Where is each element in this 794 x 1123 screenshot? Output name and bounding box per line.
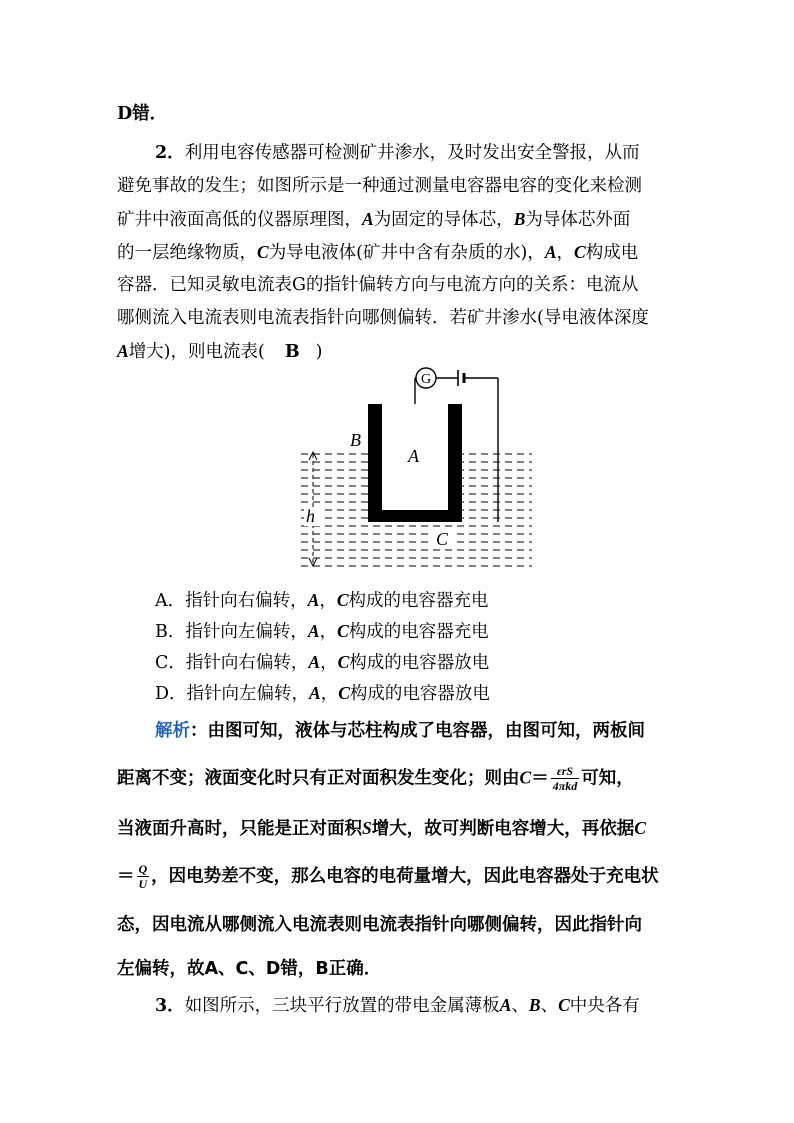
label-C: C xyxy=(436,529,449,549)
solution-line-1 xyxy=(155,720,645,742)
question-text: 构成电 xyxy=(585,243,639,263)
formula-numerator: Q xyxy=(138,862,148,876)
equals-sign: ＝ xyxy=(117,866,135,887)
question-line-2 xyxy=(117,175,642,197)
option-c: C．指针向右偏转，A，C构成的电容器放电 xyxy=(155,652,490,673)
option-a: A．指针向右偏转，A，C构成的电容器充电 xyxy=(155,590,489,611)
insulator-left-wall xyxy=(368,404,382,522)
question-text: 利用电容传感器可检测矿井渗水，及时发出安全警报，从而 xyxy=(184,143,640,163)
question-text: 避免事故的发生；如图所示是一种通过测量电容器电容的变化来检测 xyxy=(117,176,642,196)
formula-denominator: 4πkd xyxy=(552,779,578,793)
question-text: 增大)，则电流表( xyxy=(128,342,265,362)
question-text: 为导电液体(矿井中含有杂质的水)， xyxy=(268,243,545,263)
solution-line-3 xyxy=(117,817,646,840)
var-C: C xyxy=(558,995,570,1015)
solution-text: 可知， xyxy=(581,768,634,789)
question-text: 为固定的导体芯， xyxy=(373,210,514,230)
var-A: A xyxy=(499,995,512,1015)
var-C: C xyxy=(574,242,586,262)
solution-text: 由图可知，液体与芯柱构成了电容器，由图可知，两板间 xyxy=(207,721,645,741)
galvanometer-label: G xyxy=(420,372,432,387)
solution-text: ，因电势差不变，那么电容的电荷量增大，因此电容器处于充电状 xyxy=(151,866,659,887)
insulator-bottom xyxy=(368,510,462,522)
question-text: ) xyxy=(315,342,323,362)
question-text: 中央各有 xyxy=(569,996,640,1016)
question-number: 3． xyxy=(155,996,185,1016)
question-text: 矿井中液面高低的仪器原理图， xyxy=(117,210,362,230)
question-text: 容器．已知灵敏电流表G的指针偏转方向与电流方向的关系：电流从 xyxy=(117,275,639,295)
var-A: A xyxy=(117,341,129,361)
answer-letter: B xyxy=(284,342,300,362)
var-S: S xyxy=(362,818,372,838)
previous-answer-text: D错． xyxy=(117,104,168,124)
label-A: A xyxy=(408,446,419,466)
capacitance-formula xyxy=(551,764,580,793)
separator: 、 xyxy=(511,996,529,1016)
var-B: B xyxy=(528,995,541,1015)
formula-denominator: U xyxy=(138,877,148,891)
var-C: C xyxy=(336,590,349,610)
var-C: C xyxy=(519,767,532,788)
question-line-3 xyxy=(117,208,630,231)
option-text: 指针向左偏转， xyxy=(186,684,310,704)
option-text: 构成的电容器充电 xyxy=(348,622,489,642)
insulator-right-wall xyxy=(448,404,462,522)
option-d: D．指针向左偏转，A，C构成的电容器放电 xyxy=(155,683,490,704)
var-A: A xyxy=(307,590,320,610)
var-C: C xyxy=(338,683,350,703)
solution-line-6 xyxy=(117,958,381,980)
option-letter: D． xyxy=(155,684,187,704)
option-letter: A． xyxy=(155,591,186,611)
var-C: C xyxy=(337,621,349,641)
question-line-6 xyxy=(117,307,649,329)
solution-text: 距离不变；液面变化时只有正对面积发生变化；则由 xyxy=(117,768,520,789)
solution-line-2 xyxy=(117,764,634,793)
next-question-line xyxy=(155,994,640,1017)
option-letter: C． xyxy=(155,653,186,673)
equals-sign: ＝ xyxy=(531,768,549,789)
var-A: A xyxy=(362,209,374,229)
var-C: C xyxy=(337,652,350,672)
question-text: ， xyxy=(556,243,575,263)
solution-text: 当液面升高时，只能是正对面积 xyxy=(117,819,362,839)
label-h: h xyxy=(306,506,315,526)
var-A: A xyxy=(309,683,321,703)
var-A: A xyxy=(544,242,557,262)
question-line-1 xyxy=(155,142,640,164)
option-text: 构成的电容器放电 xyxy=(349,653,490,673)
solution-line-4 xyxy=(117,862,659,891)
question-line-7 xyxy=(117,340,322,363)
previous-answer-tail xyxy=(117,103,167,125)
question-text: 如图所示，三块平行放置的带电金属薄板 xyxy=(184,996,500,1016)
option-text: 构成的电容器充电 xyxy=(348,591,489,611)
option-text: 构成的电容器放电 xyxy=(349,684,490,704)
solution-text: 左偏转，故A、C、D错，B正确． xyxy=(117,959,382,979)
capacitor-sensor-diagram xyxy=(300,362,532,572)
option-letter: B． xyxy=(155,622,186,642)
option-b: B．指针向左偏转，A，C构成的电容器充电 xyxy=(155,621,489,642)
option-text: 指针向右偏转， xyxy=(185,591,308,611)
formula-numerator: εrS xyxy=(551,764,580,779)
var-B: B xyxy=(513,209,526,229)
solution-text: 态，因电流从哪侧流入电流表则电流表指针向哪侧偏转，因此指针向 xyxy=(117,915,642,935)
var-A: A xyxy=(308,652,321,672)
option-text: 指针向右偏转， xyxy=(185,653,309,673)
var-C: C xyxy=(257,242,269,262)
question-text: 哪侧流入电流表则电流表指针向哪侧偏转．若矿井渗水(导电液体深度 xyxy=(117,308,649,328)
question-line-5 xyxy=(117,274,638,296)
separator: 、 xyxy=(540,996,559,1016)
var-C: C xyxy=(634,818,646,838)
var-A: A xyxy=(307,621,320,641)
label-B: B xyxy=(350,430,361,450)
question-number: 2． xyxy=(155,143,185,163)
question-text: 的一层绝缘物质， xyxy=(117,243,257,263)
charge-formula xyxy=(137,862,150,891)
solution-text: 增大，故可判断电容增大，再依据 xyxy=(371,819,635,839)
question-text: 为导体芯外面 xyxy=(525,210,631,230)
solution-line-5 xyxy=(117,914,642,936)
option-text: 指针向左偏转， xyxy=(185,622,308,642)
solution-colon: ： xyxy=(190,721,208,741)
question-line-4 xyxy=(117,241,638,264)
solution-label: 解析 xyxy=(155,721,190,741)
